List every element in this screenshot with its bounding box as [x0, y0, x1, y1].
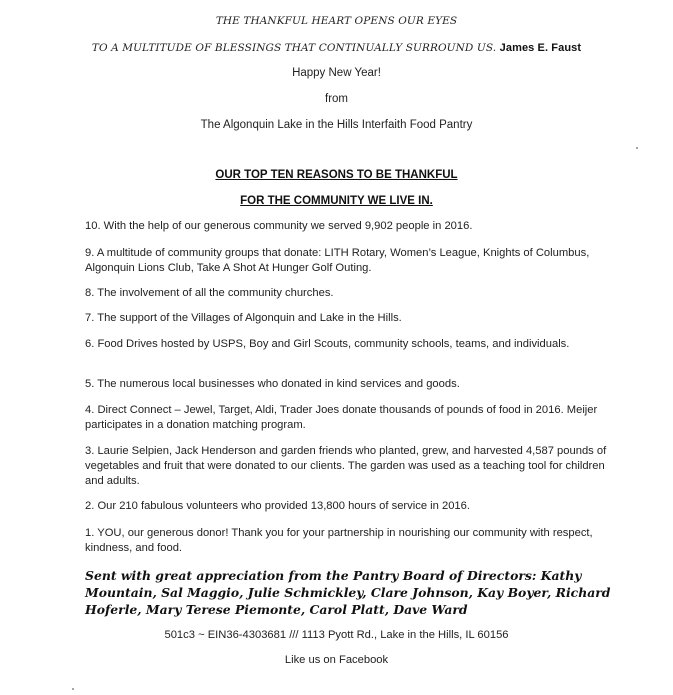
scan-speck	[636, 147, 638, 149]
heading-line-2: FOR THE COMMUNITY WE LIVE IN.	[240, 195, 433, 207]
heading-line-1: OUR TOP TEN REASONS TO BE THANKFUL	[215, 169, 458, 181]
quote-line-1: THE THANKFUL HEART OPENS OUR EYES	[215, 15, 458, 27]
greeting: Happy New Year!	[292, 67, 381, 79]
reason-2: 2. Our 210 fabulous volunteers who provided 13,800 hours of service in 2016.	[85, 500, 470, 512]
reason-4: 4. Direct Connect – Jewel, Target, Aldi, Trader Joes donate thousands of pounds of food in 2016. Meijer participates in a donation matching program.	[85, 404, 598, 431]
address-line: 501c3 ~ EIN36-4303681 /// 1113 Pyott Rd., Lake in the Hills, IL 60156	[164, 629, 509, 641]
quote-author: James E. Faust	[499, 42, 582, 54]
reason-10: 10. With the help of our generous community we served 9,902 people in 2016.	[85, 220, 473, 232]
board-signoff: Sent with great appreciation from the Pantry Board of Directors: Kathy Mountain, Sal Maggio, Julie Schmickley, Clare Johnson, Kay Boyer, Richard Hoferle, Mary Terese Piemonte, Carol Platt, Dave Ward	[85, 568, 611, 617]
reason-5: 5. The numerous local businesses who donated in kind services and goods.	[85, 378, 460, 390]
reason-7: 7. The support of the Villages of Algonquin and Lake in the Hills.	[85, 312, 402, 324]
reason-6: 6. Food Drives hosted by USPS, Boy and Girl Scouts, community schools, teams, and individuals.	[85, 338, 570, 350]
reason-3: 3. Laurie Selpien, Jack Henderson and garden friends who planted, grew, and harvested 4,587 pounds of vegetables and fruit that were donated to our clients. The garden was used as a teaching tool for children and adults.	[85, 445, 607, 487]
organization-name: The Algonquin Lake in the Hills Interfaith Food Pantry	[200, 119, 473, 131]
reason-1: 1. YOU, our generous donor! Thank you for your partnership in nourishing our community with respect, kindness, and food.	[85, 527, 593, 554]
scan-speck	[72, 688, 74, 690]
reason-9: 9. A multitude of community groups that donate: LITH Rotary, Women’s League, Knights of Columbus, Algonquin Lions Club, Take A Shot At Hunger Golf Outing.	[85, 247, 590, 274]
quote-line-2	[0, 42, 673, 54]
from-label: from	[325, 93, 348, 105]
facebook-line: Like us on Facebook	[284, 654, 389, 666]
quote-text: TO A MULTITUDE OF BLESSINGS THAT CONTINUALLY SURROUND US.	[91, 42, 497, 54]
reason-8: 8. The involvement of all the community churches.	[85, 287, 334, 299]
